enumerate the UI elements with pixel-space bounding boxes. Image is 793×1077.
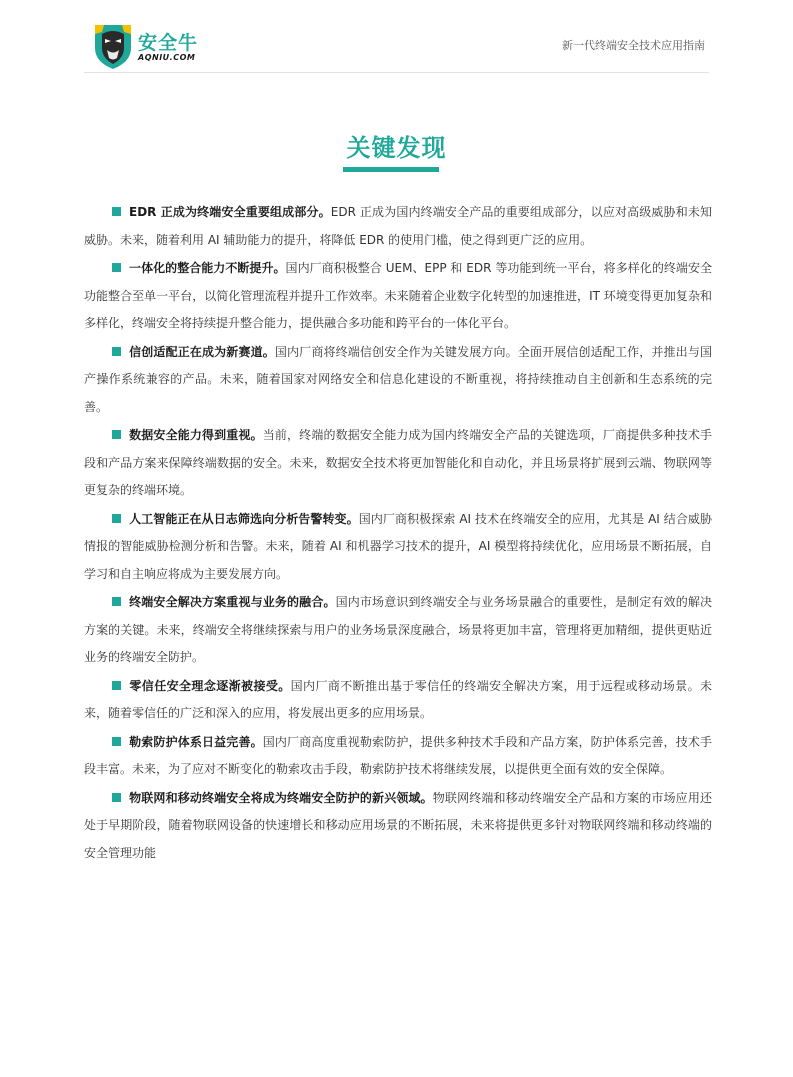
finding-body: 国内厂商将终端信创安全作为关键发展方向。全面开展信创适配工作，并推出与国产操作系统兼容的产品。未来，随着国家对网络安全和信息化建设的不断重视，将持续推动自主创新和生态系统的完善。 bbox=[84, 344, 712, 414]
finding-body: 国内厂商积极探索 AI 技术在终端安全的应用，尤其是 AI 结合威胁情报的智能威胁检测分析和告警。未来，随着 AI 和机器学习技术的提升，AI 模型将持续优化，应用场景不断拓展，自学习和自主响应将成为主要发展方向。 bbox=[84, 511, 712, 581]
title-underline bbox=[343, 167, 439, 172]
finding-heading: 数据安全能力得到重视。 bbox=[129, 428, 263, 442]
square-bullet-icon bbox=[112, 597, 121, 606]
finding-item bbox=[84, 729, 712, 784]
finding-body: 国内厂商高度重视勒索防护，提供多种技术手段和产品方案，防护体系完善，技术手段丰富。未来，为了应对不断变化的勒索攻击手段，勒索防护技术将继续发展，以提供更全面有效的安全保障。 bbox=[84, 734, 712, 776]
finding-heading: 终端安全解决方案重视与业务的融合。 bbox=[129, 595, 336, 609]
section-title: 关键发现 bbox=[346, 134, 447, 162]
finding-body: 物联网终端和移动终端安全产品和方案的市场应用还处于早期阶段，随着物联网设备的快速增长和移动应用场景的不断拓展，未来将提供更多针对物联网终端和移动终端的安全管理功能 bbox=[84, 790, 712, 860]
finding-item bbox=[84, 422, 712, 505]
square-bullet-icon bbox=[112, 514, 121, 523]
square-bullet-icon bbox=[112, 737, 121, 746]
square-bullet-icon bbox=[112, 347, 121, 356]
finding-heading: 信创适配正在成为新赛道。 bbox=[129, 344, 275, 359]
header-divider bbox=[84, 72, 709, 73]
square-bullet-icon bbox=[112, 207, 121, 216]
document-title: 新一代终端安全技术应用指南 bbox=[562, 39, 705, 52]
finding-heading: 物联网和移动终端安全将成为终端安全防护的新兴领域。 bbox=[129, 790, 433, 805]
finding-body: 国内厂商积极整合 UEM、EPP 和 EDR 等功能到统一平台，将多样化的终端安全功能整合至单一平台，以简化管理流程并提升工作效率。未来随着企业数字化转型的加速推进，IT 环境变得更加复杂和多样化，终端安全将持续提升整合能力，提供融合多功能和跨平台的一体化平台。 bbox=[84, 261, 712, 330]
finding-item bbox=[84, 589, 712, 672]
brand-name: 安全牛 bbox=[138, 32, 199, 54]
bull-shield-icon bbox=[92, 22, 134, 70]
brand-logo bbox=[92, 22, 202, 72]
finding-heading: 人工智能正在从日志筛选向分析告警转变。 bbox=[129, 511, 359, 526]
finding-item bbox=[84, 785, 712, 868]
square-bullet-icon bbox=[112, 263, 121, 272]
finding-body: 国内厂商不断推出基于零信任的终端安全解决方案，用于远程或移动场景。未来，随着零信任的广泛和深入的应用，将发展出更多的应用场景。 bbox=[84, 678, 712, 720]
finding-heading: EDR 正成为终端安全重要组成部分。 bbox=[129, 205, 331, 219]
finding-body: 国内市场意识到终端安全与业务场景融合的重要性，是制定有效的解决方案的关键。未来，终端安全将继续探索与用户的业务场景深度融合，场景将更加丰富，管理将更加精细，提供更贴近业务的终端安全防护。 bbox=[84, 595, 712, 664]
finding-body: EDR 正成为国内终端安全产品的重要组成部分，以应对高级威胁和未知威胁。未来，随着利用 AI 辅助能力的提升，将降低 EDR 的使用门槛，使之得到更广泛的应用。 bbox=[84, 205, 713, 247]
finding-heading: 一体化的整合能力不断提升。 bbox=[129, 261, 286, 275]
finding-heading: 勒索防护体系日益完善。 bbox=[129, 734, 263, 749]
square-bullet-icon bbox=[112, 430, 121, 439]
finding-item bbox=[84, 673, 712, 728]
square-bullet-icon bbox=[112, 681, 121, 690]
finding-body: 当前，终端的数据安全能力成为国内终端安全产品的关键选项，厂商提供多种技术手段和产品方案来保障终端数据的安全。未来，数据安全技术将更加智能化和自动化，并且场景将扩展到云端、物联网等更复杂的终端环境。 bbox=[84, 428, 712, 497]
finding-heading: 零信任安全理念逐渐被接受。 bbox=[129, 678, 291, 693]
brand-domain: AQNIU.COM bbox=[138, 53, 196, 62]
findings-list bbox=[84, 199, 712, 868]
finding-item bbox=[84, 255, 712, 338]
finding-item bbox=[84, 506, 712, 589]
finding-item bbox=[84, 339, 712, 422]
page-header bbox=[0, 0, 793, 80]
square-bullet-icon bbox=[112, 793, 121, 802]
finding-item bbox=[84, 199, 712, 254]
